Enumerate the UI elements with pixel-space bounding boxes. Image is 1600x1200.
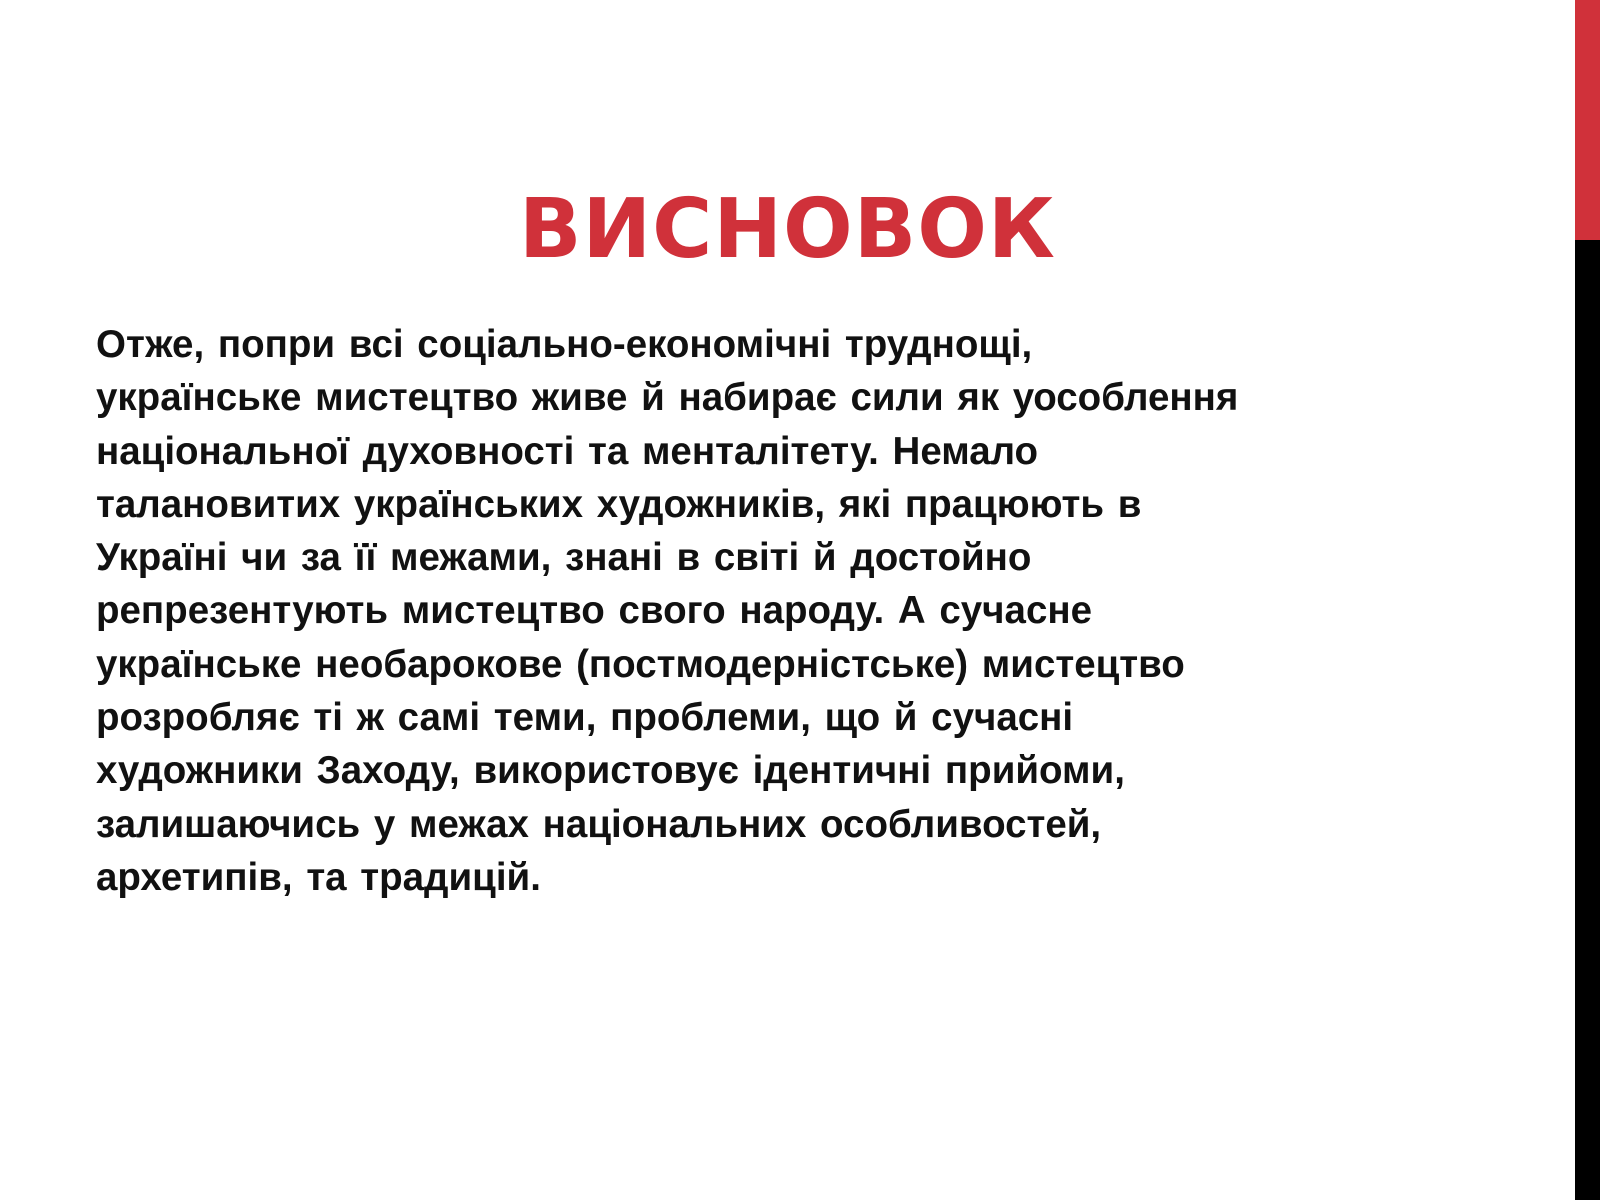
side-accent-bar-red xyxy=(1575,0,1600,240)
slide-body-text xyxy=(96,318,1416,904)
body-line: українське мистецтво живе й набирає сили як уособлення xyxy=(96,376,1239,420)
body-line: Україні чи за її межами, знані в світі й достойно xyxy=(96,536,1032,580)
body-line: розробляє ті ж самі теми, проблеми, що й сучасні xyxy=(96,696,1074,740)
body-line: архетипів, та традицій. xyxy=(96,855,541,899)
body-line: художники Заходу, використовує ідентичні прийоми, xyxy=(96,749,1125,793)
body-line: репрезентують мистецтво свого народу. А сучасне xyxy=(96,589,1093,633)
slide-title: ВИСНОВОК xyxy=(519,182,1056,277)
body-line: Отже, попри всі соціально-економічні труднощі, xyxy=(96,323,1033,366)
body-line: талановитих українських художників, які працюють в xyxy=(96,482,1142,526)
body-line: залишаючись у межах національних особливостей, xyxy=(96,802,1102,846)
body-line: національної духовності та менталітету. Немало xyxy=(96,429,1039,473)
side-accent-bar-black xyxy=(1575,240,1600,1200)
body-line: українське необарокове (постмодерністське) мистецтво xyxy=(96,642,1185,686)
